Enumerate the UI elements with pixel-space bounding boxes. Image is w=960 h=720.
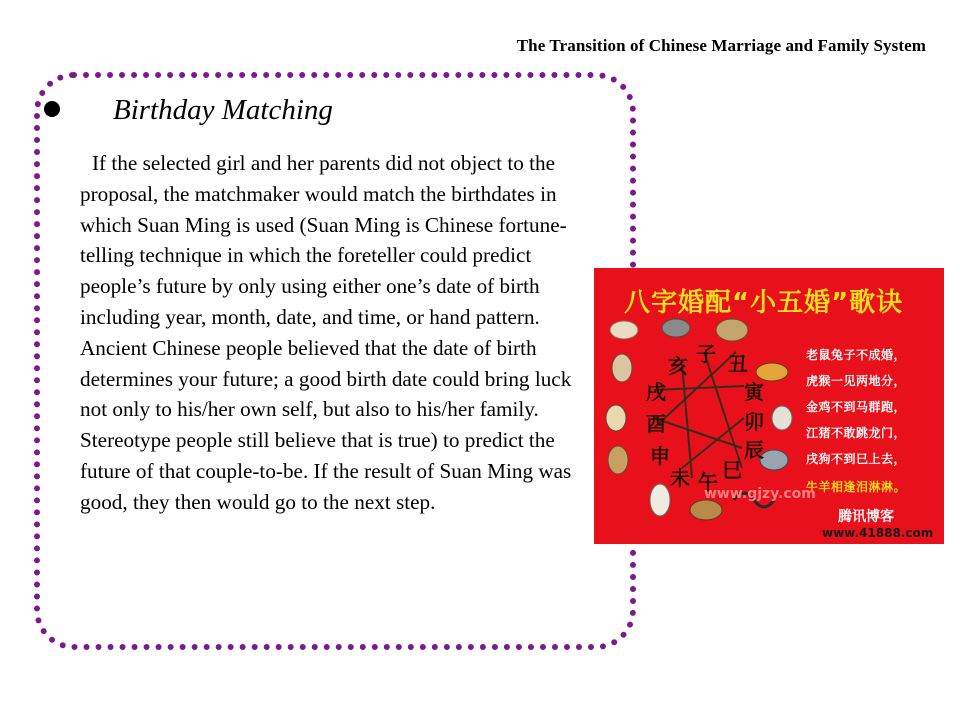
header-title: The Transition of Chinese Marriage and Family System <box>516 36 926 55</box>
bullet-icon <box>44 101 60 117</box>
rhyme-line-3: 金鸡不到马群跑， <box>806 400 907 414</box>
branch-zi: 子 <box>696 342 716 366</box>
branch-chen: 辰 <box>744 438 764 462</box>
zodiac-matching-image <box>594 268 944 544</box>
section-body: If the selected girl and her parents did not object to the proposal, the matchmaker would match the birthdates in which Suan Ming is used (Suan Ming is Chinese fortune-telling technique in which the foreteller could predict people’s future by only using either one’s date of birth including year, month, date, and time, or hand pattern. Ancient Chinese people believed that the date of birth determines your future; a good birth date could bring luck not only to his/her own self, but also to his/her family. Stereotype people still believe that is true) to predict the future of that couple-to-be. If the result of Suan Ming was good, they then would go to the next step. <box>80 151 572 514</box>
rhyme-line-5: 戌狗不到巳上去， <box>806 452 907 466</box>
rhyme-line-2: 虎猴一见两地分， <box>806 374 907 388</box>
branch-si: 巳 <box>722 458 742 482</box>
watermark-center: www.gjzy.com <box>704 486 816 502</box>
branch-wei: 未 <box>670 466 690 490</box>
watermark-logo: 腾讯博客 <box>838 509 894 525</box>
section-heading: Birthday Matching <box>113 94 333 126</box>
rhyme-line-4: 江猪不敢跳龙门， <box>806 426 907 440</box>
branch-wu: 午 <box>698 470 718 494</box>
image-title: 八字婚配“小五婚”歌诀 <box>624 288 904 318</box>
branch-you: 酉 <box>646 412 666 436</box>
branch-shen: 申 <box>650 444 670 468</box>
rhyme-line-6: 牛羊相逢泪淋淋。 <box>806 480 907 494</box>
branch-yin: 寅 <box>744 380 764 404</box>
branch-chou: 丑 <box>728 352 748 376</box>
branch-mao: 卯 <box>744 410 764 434</box>
branch-xu: 戌 <box>646 380 666 404</box>
rhyme-line-1: 老鼠兔子不成婚， <box>806 348 907 362</box>
branch-hai: 亥 <box>668 354 688 378</box>
watermark-site: www.41888.com <box>822 526 934 540</box>
